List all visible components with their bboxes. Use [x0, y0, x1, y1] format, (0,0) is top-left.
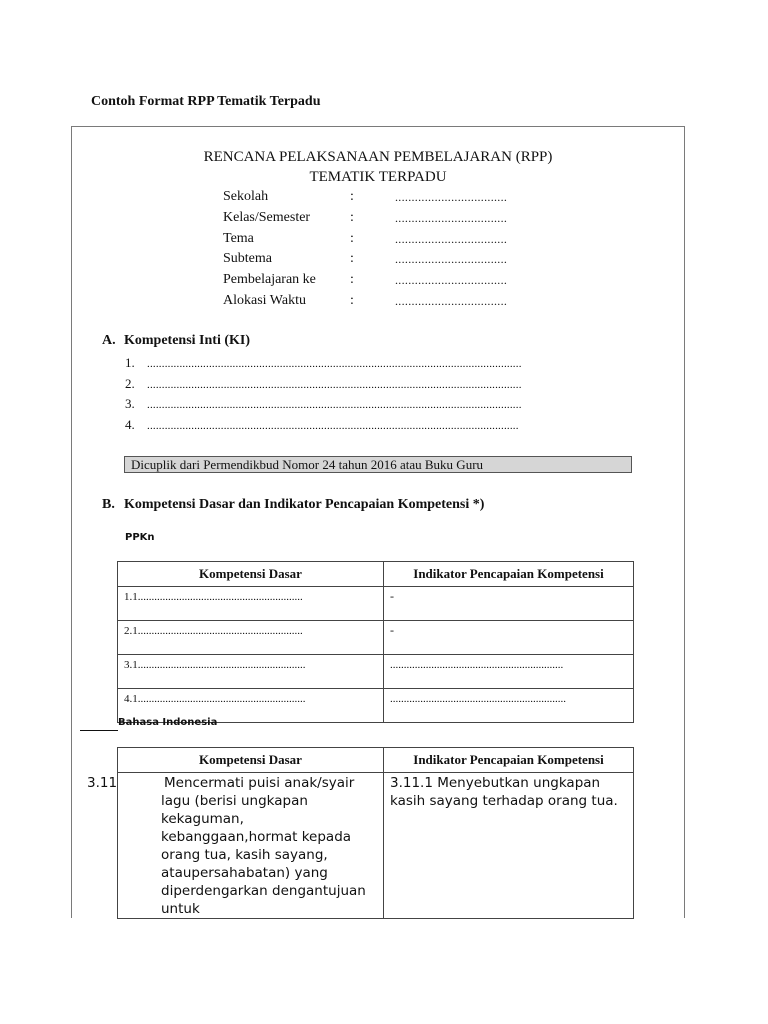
kd-text: 4.1.............................................................	[124, 693, 306, 705]
identity-colon: :	[350, 231, 354, 246]
kd-text: 3.1.............................................................	[124, 659, 306, 671]
identity-row-tema	[223, 231, 543, 251]
ki-number: 3.	[125, 396, 135, 411]
table-row	[118, 773, 634, 919]
ki-placeholder: ..............................................................................................................................	[147, 420, 519, 432]
identity-row-pembelajaran	[223, 272, 543, 292]
table-row	[118, 655, 634, 689]
identity-row-subtema	[223, 251, 543, 271]
section-title: Kompetensi Dasar dan Indikator Pencapaian Kompetensi *)	[124, 497, 485, 512]
ipk-text: -	[390, 623, 394, 637]
identity-row-alokasi	[223, 293, 543, 313]
identity-value: ..................................	[395, 211, 508, 225]
ipk-text: ...............................................................	[390, 659, 564, 671]
ipk-text: 3.11.1 Menyebutkan ungkapan kasih sayang terhadap orang tua.	[390, 775, 618, 809]
kd-text: Mencermati puisi anak/syair lagu (berisi ungkapan kekaguman, kebanggaan,hormat kepada orang tua, kasih sayang, ataupersahabatan) yang diperdengarkan dengantujuan untuk	[161, 775, 366, 917]
identity-row-kelas	[223, 210, 543, 230]
identity-colon: :	[350, 293, 354, 308]
column-header: Kompetensi Dasar	[118, 562, 384, 587]
ipk-cell	[384, 773, 634, 919]
bahasa-indonesia-table	[87, 747, 634, 919]
column-header: Indikator Pencapaian Kompetensi	[384, 748, 634, 773]
identity-label: Pembelajaran ke	[223, 272, 316, 287]
ipk-text: ................................................................	[390, 693, 566, 705]
ki-item	[125, 355, 625, 371]
ipk-cell	[384, 587, 634, 621]
kd-cell	[87, 773, 384, 919]
rpp-title: RENCANA PELAKSANAAN PEMBELAJARAN (RPP)	[203, 149, 553, 165]
ki-number: 2.	[125, 376, 135, 391]
subject-underline	[80, 730, 118, 731]
ki-item	[125, 396, 625, 412]
identity-value: ..................................	[395, 190, 508, 204]
identity-value: ..................................	[395, 294, 508, 308]
document-heading: Contoh Format RPP Tematik Terpadu	[91, 94, 321, 109]
kd-cell	[118, 587, 384, 621]
identity-label: Subtema	[223, 251, 272, 266]
section-b-heading	[102, 497, 484, 513]
identity-label: Tema	[223, 231, 254, 246]
kd-code: 3.11	[87, 775, 118, 791]
identity-value: ..................................	[395, 252, 508, 266]
identity-colon: :	[350, 210, 354, 225]
section-letter: B.	[102, 497, 115, 512]
column-header: Indikator Pencapaian Kompetensi	[384, 562, 634, 587]
source-note-box: Dicuplik dari Permendikbud Nomor 24 tahun 2016 atau Buku Guru	[124, 456, 632, 473]
column-header: Kompetensi Dasar	[118, 748, 384, 773]
ppkn-table	[117, 561, 634, 723]
identity-value: ..................................	[395, 232, 508, 246]
ki-number: 4.	[125, 417, 135, 432]
identity-label: Alokasi Waktu	[223, 293, 306, 308]
ipk-cell	[384, 689, 634, 723]
section-letter: A.	[102, 333, 116, 348]
table-row	[118, 587, 634, 621]
table-header-row	[118, 748, 634, 773]
rpp-subtitle: TEMATIK TERPADU	[309, 169, 447, 185]
ipk-cell	[384, 655, 634, 689]
identity-value: ..................................	[395, 273, 508, 287]
identity-colon: :	[350, 189, 354, 204]
kd-text: 2.1............................................................	[124, 625, 303, 637]
section-a-heading	[102, 333, 250, 349]
identity-label: Kelas/Semester	[223, 210, 311, 225]
ki-placeholder: ...............................................................................................................................	[147, 399, 522, 411]
ipk-text: -	[390, 589, 394, 603]
ki-placeholder: ...............................................................................................................................	[147, 379, 522, 391]
identity-colon: :	[350, 272, 354, 287]
table-row	[118, 621, 634, 655]
table-header-row	[118, 562, 634, 587]
identity-colon: :	[350, 251, 354, 266]
ki-item	[125, 417, 625, 433]
ki-number: 1.	[125, 355, 135, 370]
ki-placeholder: ...............................................................................................................................	[147, 358, 522, 370]
rpp-frame	[71, 126, 685, 918]
kd-text: 1.1............................................................	[124, 591, 303, 603]
subject-bahasa-indonesia: Bahasa Indonesia	[118, 717, 218, 728]
section-title: Kompetensi Inti (KI)	[124, 333, 250, 348]
ipk-cell	[384, 621, 634, 655]
kd-cell	[118, 655, 384, 689]
identity-row-sekolah	[223, 189, 543, 209]
ki-item	[125, 376, 625, 392]
subject-ppkn: PPKn	[125, 532, 155, 543]
kd-cell	[118, 621, 384, 655]
identity-label: Sekolah	[223, 189, 269, 204]
